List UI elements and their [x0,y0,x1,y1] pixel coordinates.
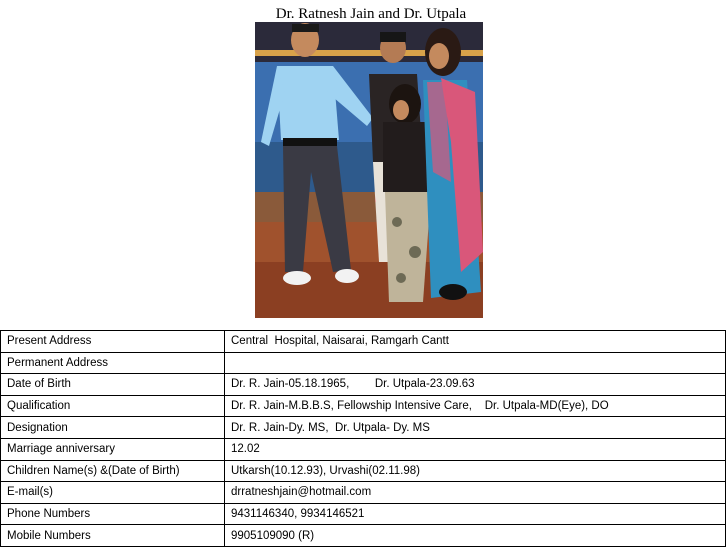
table-row [1,352,726,374]
table-row [1,482,726,504]
row-label: Marriage anniversary [1,438,225,460]
row-value: 12.02 [225,438,726,460]
row-value: Dr. R. Jain-Dy. MS, Dr. Utpala- Dy. MS [225,417,726,439]
row-value: Dr. R. Jain-05.18.1965, Dr. Utpala-23.09.63 [225,374,726,396]
row-label: E-mail(s) [1,482,225,504]
row-label: Designation [1,417,225,439]
row-value: Central Hospital, Naisarai, Ramgarh Cantt [225,331,726,353]
table-row [1,417,726,439]
row-label: Present Address [1,331,225,353]
row-value: 9905109090 (R) [225,525,726,547]
table-row [1,460,726,482]
table-row [1,331,726,353]
table-row [1,503,726,525]
row-label: Qualification [1,395,225,417]
row-label: Date of Birth [1,374,225,396]
table-row [1,374,726,396]
row-value: Utkarsh(10.12.93), Urvashi(02.11.98) [225,460,726,482]
row-value: drratneshjain@hotmail.com [225,482,726,504]
row-value: 9431146340, 9934146521 [225,503,726,525]
profile-table [0,330,726,547]
table-row [1,438,726,460]
page-title: Dr. Ratnesh Jain and Dr. Utpala [275,6,467,22]
row-label: Mobile Numbers [1,525,225,547]
row-value: Dr. R. Jain-M.B.B.S, Fellowship Intensive Care, Dr. Utpala-MD(Eye), DO [225,395,726,417]
family-photo [255,22,483,318]
table-row [1,525,726,547]
table-row [1,395,726,417]
row-label: Permanent Address [1,352,225,374]
row-value [225,352,726,374]
row-label: Children Name(s) &(Date of Birth) [1,460,225,482]
row-label: Phone Numbers [1,503,225,525]
